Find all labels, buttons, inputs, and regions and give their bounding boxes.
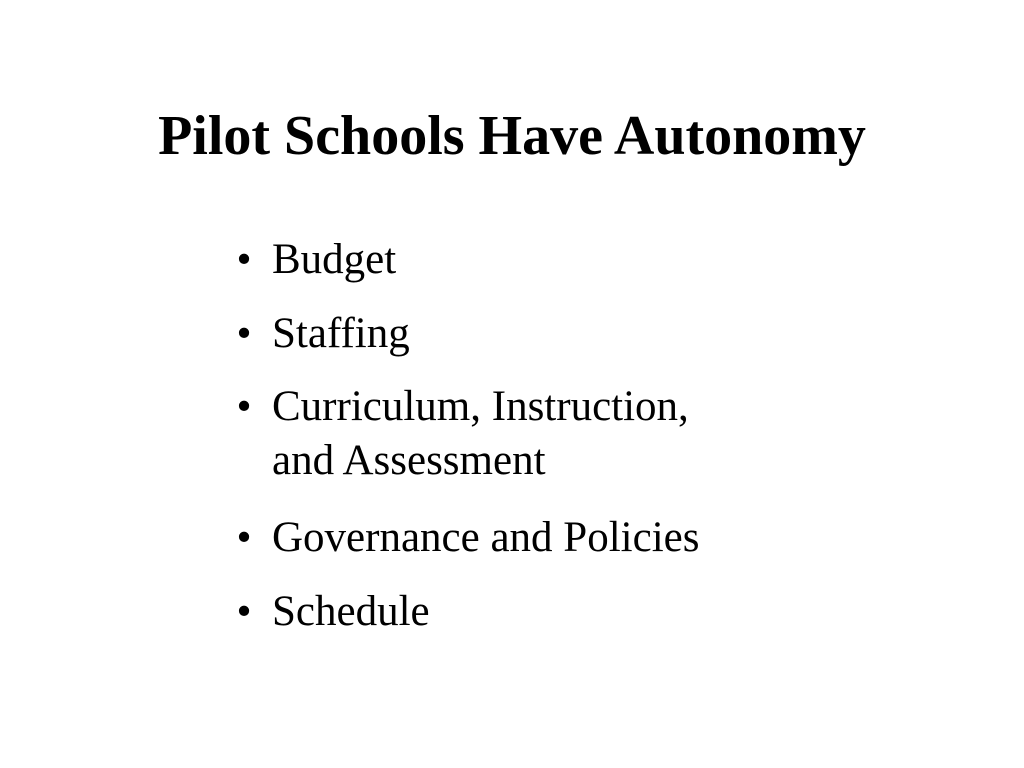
bullet-dot-icon: • — [236, 383, 252, 430]
bullet-text — [272, 380, 852, 488]
bullet-item-curriculum — [232, 380, 852, 488]
bullet-text — [272, 510, 852, 566]
bullet-item-governance — [232, 510, 852, 566]
bullet-line: Governance and Policies — [272, 514, 700, 561]
bullet-dot-icon: • — [236, 310, 252, 357]
bullet-line: Staffing — [272, 310, 410, 357]
bullet-line: Budget — [272, 236, 397, 283]
bullet-text — [272, 232, 852, 288]
bullet-line: Schedule — [272, 588, 430, 635]
bullet-line: Curriculum, Instruction, — [272, 383, 689, 430]
bullet-text — [272, 584, 852, 640]
bullet-text — [272, 306, 852, 362]
bullet-item-staffing — [232, 306, 852, 362]
bullet-item-budget — [232, 232, 852, 288]
bullet-line-continued: and Assessment — [272, 437, 546, 484]
bullet-dot-icon: • — [236, 236, 252, 283]
bullet-dot-icon: • — [236, 514, 252, 561]
bullet-dot-icon: • — [236, 588, 252, 635]
bullet-list — [232, 232, 852, 658]
bullet-item-schedule — [232, 584, 852, 640]
slide-title: Pilot Schools Have Autonomy — [158, 105, 866, 167]
